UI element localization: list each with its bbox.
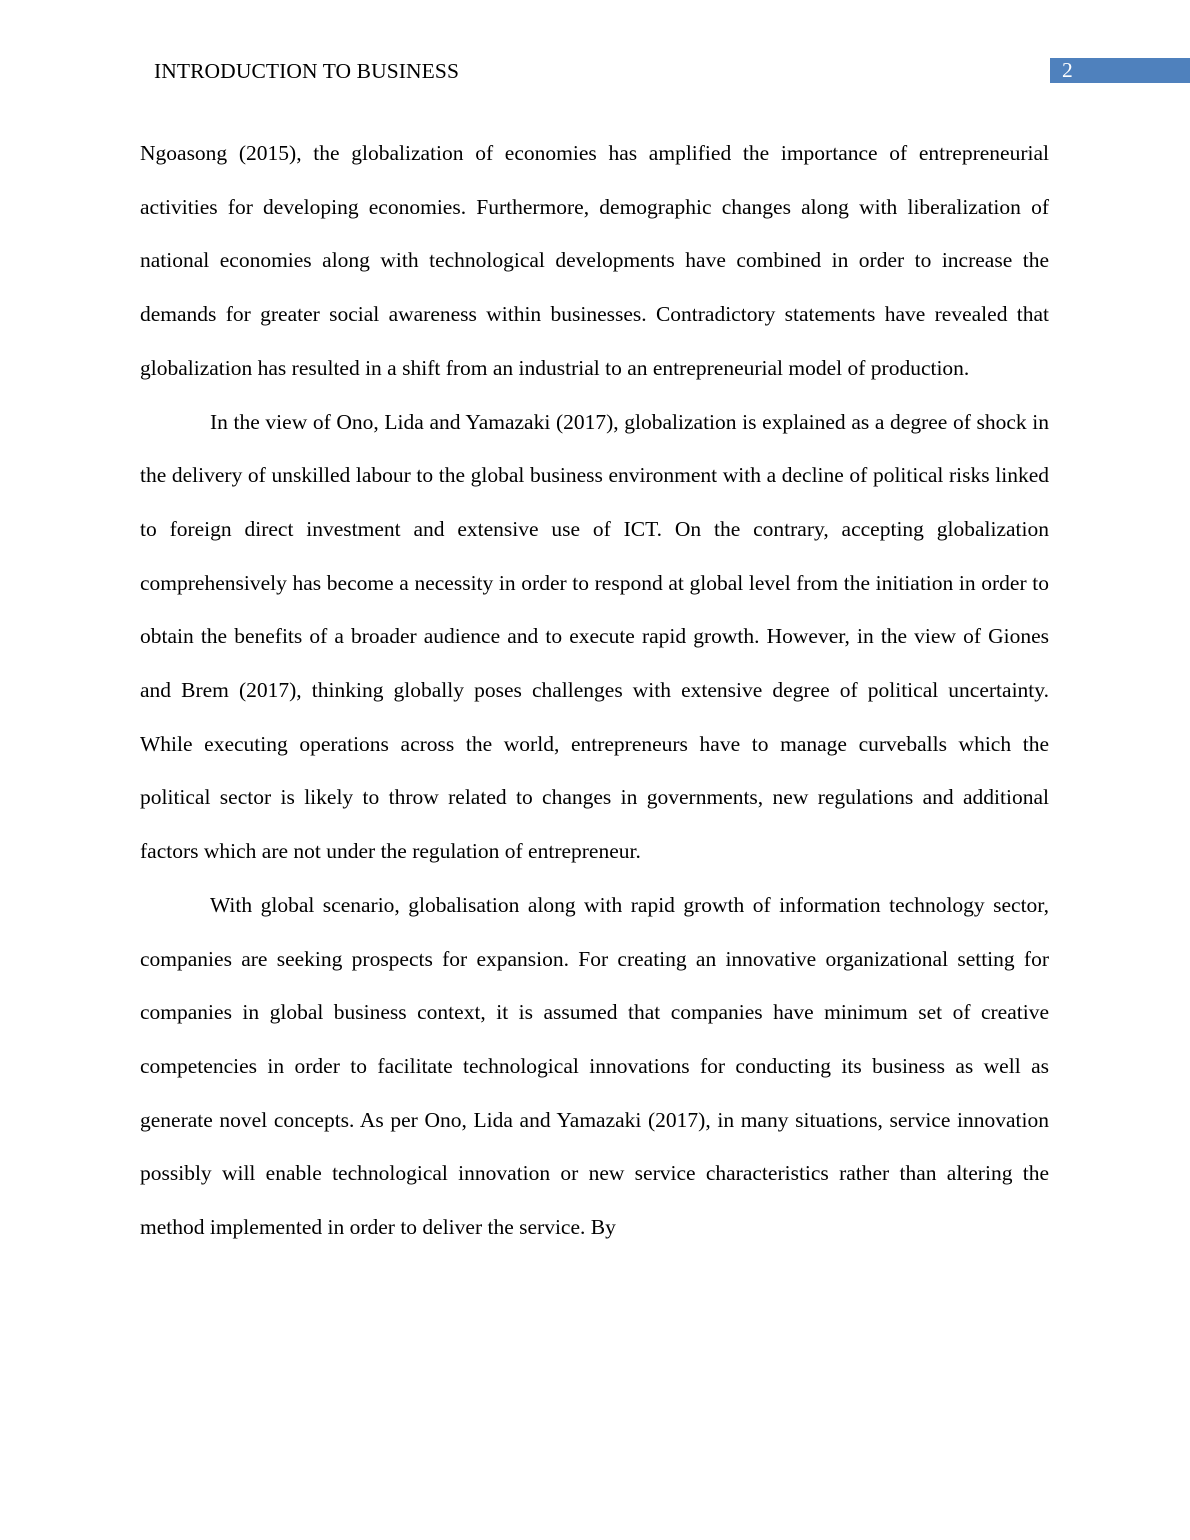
paragraph-3: With global scenario, globalisation along with rapid growth of information technology sector, companies are seeking prospects for expansion. For creating an innovative organizational setting for companies in global business context, it is assumed that companies have minimum set of creative competencies in order to facilitate technological innovations for conducting its business as well as generate novel concepts. As per Ono, Lida and Yamazaki (2017), in many situations, service innovation possibly will enable technological innovation or new service characteristics rather than altering the method implemented in order to deliver the service. By xyxy=(140,892,1049,1240)
page-number: 2 xyxy=(1062,58,1073,82)
running-head: INTRODUCTION TO BUSINESS xyxy=(154,59,460,83)
paragraph-2: In the view of Ono, Lida and Yamazaki (2017), globalization is explained as a degree of shock in the delivery of unskilled labour to the global business environment with a decline of political risks linked to foreign direct investment and extensive use of ICT. On the contrary, accepting globalization comprehensively has become a necessity in order to respond at global level from the initiation in order to obtain the benefits of a broader audience and to execute rapid growth. However, in the view of Giones and Brem (2017), thinking globally poses challenges with extensive degree of political uncertainty. While executing operations across the world, entrepreneurs have to manage curveballs which the political sector is likely to throw related to changes in governments, new regulations and additional factors which are not under the regulation of entrepreneur. xyxy=(140,409,1049,864)
paragraph-1: Ngoasong (2015), the globalization of economies has amplified the importance of entrepreneurial activities for developing economies. Furthermore, demographic changes along with liberalization of national economies along with technological developments have combined in order to increase the demands for greater social awareness within businesses. Contradictory statements have revealed that globalization has resulted in a shift from an industrial to an entrepreneurial model of production. xyxy=(140,141,1049,380)
page-number-badge xyxy=(1050,58,1190,83)
body-text xyxy=(140,127,1049,1255)
